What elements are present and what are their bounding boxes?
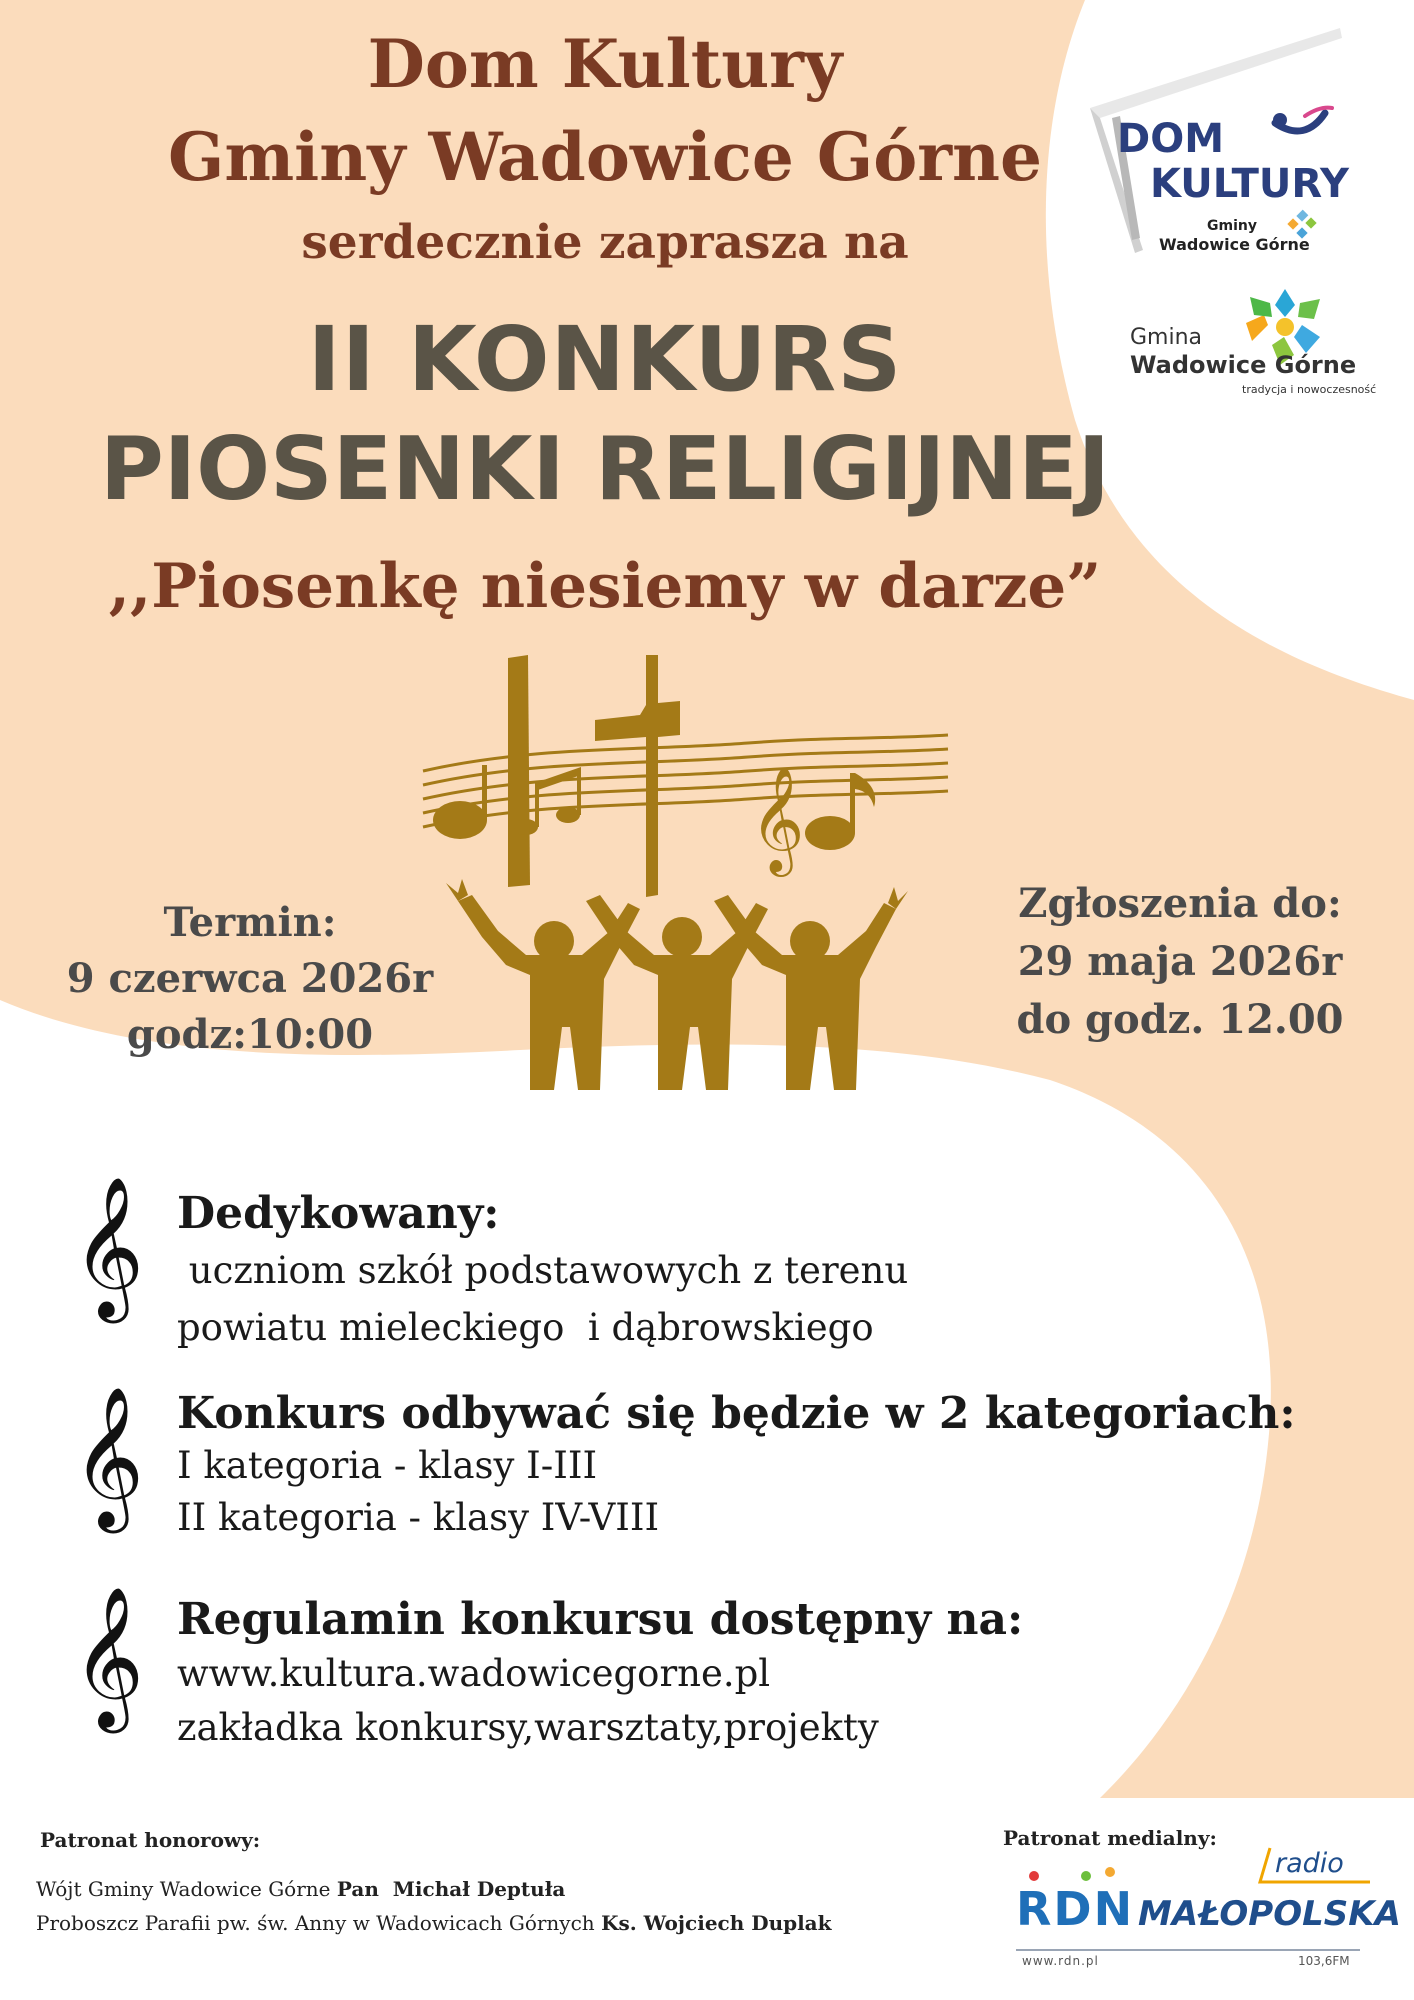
treble-clef-icon: 𝄞 xyxy=(72,1385,145,1527)
section-line: I kategoria - klasy I-III xyxy=(177,1444,598,1487)
dom-kultury-word2: KULTURY xyxy=(1150,161,1349,207)
rdn-frequency: 103,6FM xyxy=(1298,1954,1350,1968)
section-regulations xyxy=(177,1593,1023,1755)
dom-kultury-logo xyxy=(1080,28,1349,278)
patron-line-1 xyxy=(36,1872,832,1906)
patronat-medialny-label: Patronat medialny: xyxy=(1003,1826,1217,1850)
contest-motto: ,,Piosenkę niesiemy w darze” xyxy=(108,551,1102,622)
rdn-malopolska-logo xyxy=(1010,1840,1401,1970)
contest-title-line1: II KONKURS xyxy=(307,307,903,411)
rdn-letters: RDN xyxy=(1016,1882,1135,1936)
rdn-radio-text: radio xyxy=(1275,1848,1344,1879)
section-line: zakładka konkursy,warsztaty,projekty xyxy=(177,1706,879,1749)
patron-1-title: Wójt Gminy Wadowice Górne xyxy=(36,1877,337,1901)
section-line: powiatu mieleckiego i dąbrowskiego xyxy=(177,1306,874,1349)
patron-2-title: Proboszcz Parafii pw. św. Anny w Wadowicach Górnych xyxy=(36,1911,602,1935)
dom-kultury-sub1: Gminy xyxy=(1207,218,1257,234)
treble-clef-icon: 𝄞 xyxy=(72,1585,145,1727)
treble-clef-icon: 𝄞 xyxy=(72,1175,145,1317)
patron-line-2 xyxy=(36,1906,832,1940)
section-title: Regulamin konkursu dostępny na: xyxy=(177,1594,1024,1645)
gmina-tagline: tradycja i nowoczesność xyxy=(1242,383,1377,396)
patron-2-name: Ks. Wojciech Duplak xyxy=(601,1911,832,1935)
org-name-line1: Dom Kultury xyxy=(367,25,843,103)
rdn-malopolska-text: MAŁOPOLSKA xyxy=(1138,1894,1401,1934)
section-title: Konkurs odbywać się będzie w 2 kategoriach: xyxy=(177,1388,1296,1439)
gmina-word2: Wadowice Górne xyxy=(1130,351,1357,379)
patronat-honorowy-label: Patronat honorowy: xyxy=(40,1828,261,1852)
section-line: II kategoria - klasy IV-VIII xyxy=(177,1496,660,1539)
zgloszenia-label: Zgłoszenia do: xyxy=(1018,880,1342,927)
invite-text: serdecznie zaprasza na xyxy=(301,215,909,270)
zgloszenia-time: do godz. 12.00 xyxy=(1016,996,1344,1043)
gmina-logo xyxy=(1130,285,1405,400)
gmina-word1: Gmina xyxy=(1130,325,1203,350)
regulations-url[interactable]: www.kultura.wadowicegorne.pl xyxy=(177,1652,771,1695)
termin-label: Termin: xyxy=(163,899,337,946)
section-line: uczniom szkół podstawowych z terenu xyxy=(177,1249,909,1292)
zgloszenia-date: 29 maja 2026r xyxy=(1017,938,1343,985)
cross-choir-illustration xyxy=(418,655,954,1090)
dom-kultury-word1: DOM xyxy=(1117,116,1225,162)
patron-1-name: Pan Michał Deptuła xyxy=(336,1877,566,1901)
termin-date: 9 czerwca 2026r xyxy=(66,955,434,1002)
rdn-url: www.rdn.pl xyxy=(1022,1954,1099,1968)
dom-kultury-sub2: Wadowice Górne xyxy=(1159,235,1310,254)
org-name-line2: Gminy Wadowice Górne xyxy=(167,118,1043,196)
termin-time: godz:10:00 xyxy=(126,1011,374,1058)
section-title: Dedykowany: xyxy=(177,1188,500,1239)
section-dedication xyxy=(177,1185,908,1356)
contest-title-line2: PIOSENKI RELIGIJNEJ xyxy=(99,418,1111,520)
svg-text:𝄞: 𝄞 xyxy=(750,765,805,872)
section-categories xyxy=(177,1388,1296,1544)
